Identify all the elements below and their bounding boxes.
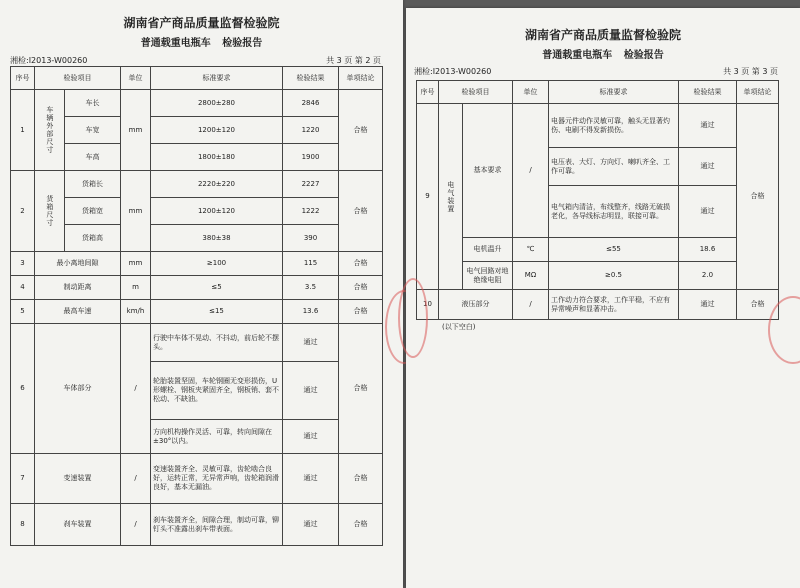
report-subtitle <box>0 34 403 49</box>
requirement-cell: ≥100 <box>151 252 283 276</box>
page-indicator: 共 3 页 第 2 页 <box>326 56 381 65</box>
table-row <box>417 104 779 148</box>
sub-item: 基本要求 <box>463 104 513 238</box>
table-row <box>11 144 383 171</box>
table-row <box>11 90 383 117</box>
row-number: 8 <box>11 504 35 546</box>
report-ref-number: 湘检:I2013-W00260 <box>10 56 88 65</box>
table-row <box>11 324 383 362</box>
requirement-cell: 1200±120 <box>151 117 283 144</box>
result-cell: 通过 <box>679 186 737 238</box>
group-label: 电气装置 <box>439 104 463 290</box>
blank-below-note: (以下空白) <box>442 323 476 331</box>
requirement-cell: 1200±120 <box>151 198 283 225</box>
unit-cell: / <box>121 324 151 454</box>
report-label: 检验报告 <box>623 50 664 61</box>
inspection-table <box>10 66 383 546</box>
result-cell: 通过 <box>283 324 339 362</box>
requirement-cell: 电器元件动作灵敏可靠，触头无显著灼伤、电刷不得发新损伤。 <box>549 104 679 148</box>
table-row <box>11 171 383 198</box>
unit-cell: km/h <box>121 300 151 324</box>
result-cell: 通过 <box>679 148 737 186</box>
table-row <box>417 238 779 262</box>
item-name: 车体部分 <box>35 324 121 454</box>
verdict-cell: 合格 <box>339 252 383 276</box>
row-number: 9 <box>417 104 439 290</box>
unit-cell: ℃ <box>513 238 549 262</box>
item-name: 变速装置 <box>35 454 121 504</box>
requirement-cell: ≤5 <box>151 276 283 300</box>
result-cell: 通过 <box>679 104 737 148</box>
unit-cell: mm <box>121 171 151 252</box>
row-number: 4 <box>11 276 35 300</box>
row-number: 3 <box>11 252 35 276</box>
result-cell: 通过 <box>283 362 339 420</box>
table-row <box>11 454 383 504</box>
product-name: 普通载重电瓶车 <box>140 38 211 49</box>
result-cell: 13.6 <box>283 300 339 324</box>
result-cell: 通过 <box>679 290 737 320</box>
sub-item: 电机温升 <box>463 238 513 262</box>
row-number: 10 <box>417 290 439 320</box>
result-cell: 390 <box>283 225 339 252</box>
table-row <box>417 290 779 320</box>
requirement-cell: 刹车装置齐全，间隙合理，制动可靠，铆钉头不准露出刹车带表面。 <box>151 504 283 546</box>
requirement-cell: 变速装置齐全、灵敏可靠，齿轮啮合良好，运转正常，无异常声响，齿轮箱润滑良好，基本无漏油。 <box>151 454 283 504</box>
result-cell: 1220 <box>283 117 339 144</box>
verdict-cell: 合格 <box>339 504 383 546</box>
result-cell: 通过 <box>283 454 339 504</box>
header-cell: 检验项目 <box>35 67 121 90</box>
inspection-table <box>416 80 779 320</box>
result-cell: 2846 <box>283 90 339 117</box>
unit-cell: / <box>513 290 549 320</box>
item-name: 制动距离 <box>35 276 121 300</box>
result-cell: 3.5 <box>283 276 339 300</box>
unit-cell: m <box>121 276 151 300</box>
table-row <box>11 225 383 252</box>
row-number: 6 <box>11 324 35 454</box>
unit-cell: mm <box>121 90 151 171</box>
sub-item: 电气回路对地绝缘电阻 <box>463 262 513 290</box>
unit-cell: / <box>121 454 151 504</box>
header-cell: 标准要求 <box>549 81 679 104</box>
item-name: 刹车装置 <box>35 504 121 546</box>
report-ref-number: 湘检:I2013-W00260 <box>414 67 492 76</box>
sub-item: 货箱高 <box>65 225 121 252</box>
verdict-cell: 合格 <box>737 290 779 320</box>
requirement-cell: 行驶中车体不晃动、不抖动，前后轮不摆头。 <box>151 324 283 362</box>
header-cell: 检验结果 <box>283 67 339 90</box>
sub-item: 货箱长 <box>65 171 121 198</box>
item-name: 最小离地间隙 <box>35 252 121 276</box>
official-seal-stamp-left <box>398 278 428 358</box>
header-cell: 序号 <box>11 67 35 90</box>
requirement-cell: 1800±180 <box>151 144 283 171</box>
sub-item: 车高 <box>65 144 121 171</box>
unit-cell: mm <box>121 252 151 276</box>
table-header-row <box>417 81 779 104</box>
result-cell: 2227 <box>283 171 339 198</box>
requirement-cell: 工作动力符合要求，工作平稳，不应有异常噪声和显著冲击。 <box>549 290 679 320</box>
requirement-cell: 2220±220 <box>151 171 283 198</box>
header-cell: 单位 <box>121 67 151 90</box>
item-name: 最高车速 <box>35 300 121 324</box>
requirement-cell: 380±38 <box>151 225 283 252</box>
table-header-row <box>11 67 383 90</box>
table-row <box>11 300 383 324</box>
requirement-cell: 方向机构操作灵活、可靠，转向间隙在±30°以内。 <box>151 420 283 454</box>
verdict-cell: 合格 <box>339 171 383 252</box>
institute-name: 湖南省产商品质量监督检验院 <box>524 28 681 42</box>
row-number: 7 <box>11 454 35 504</box>
table-row <box>417 262 779 290</box>
sub-item: 车长 <box>65 90 121 117</box>
verdict-cell: 合格 <box>339 454 383 504</box>
table-row <box>11 198 383 225</box>
report-subtitle <box>406 46 800 61</box>
result-cell: 18.6 <box>679 238 737 262</box>
group-label: 车辆外部尺寸 <box>35 90 65 171</box>
page-indicator: 共 3 页 第 3 页 <box>723 67 778 76</box>
result-cell: 通过 <box>283 504 339 546</box>
result-cell: 1900 <box>283 144 339 171</box>
header-cell: 单项结论 <box>737 81 779 104</box>
header-cell: 单位 <box>513 81 549 104</box>
verdict-cell: 合格 <box>339 300 383 324</box>
product-name: 普通载重电瓶车 <box>542 50 613 61</box>
table-row <box>11 504 383 546</box>
row-number: 5 <box>11 300 35 324</box>
sub-item: 货箱宽 <box>65 198 121 225</box>
row-number: 2 <box>11 171 35 252</box>
institute-name: 湖南省产商品质量监督检验院 <box>123 16 280 30</box>
result-cell: 通过 <box>283 420 339 454</box>
table-row <box>11 276 383 300</box>
header-cell: 检验结果 <box>679 81 737 104</box>
requirement-cell: 2800±280 <box>151 90 283 117</box>
result-cell: 1222 <box>283 198 339 225</box>
sub-item: 车宽 <box>65 117 121 144</box>
unit-cell: / <box>121 504 151 546</box>
requirement-cell: 轮胎装置坚固，车轮钢圈无变形损伤，U形螺栓、钢板夹紧固齐全，钢板销、套不松动、不缺油。 <box>151 362 283 420</box>
header-cell: 序号 <box>417 81 439 104</box>
verdict-cell: 合格 <box>339 324 383 454</box>
unit-cell: / <box>513 104 549 238</box>
report-page-3 <box>406 8 800 588</box>
verdict-cell: 合格 <box>339 276 383 300</box>
table-row <box>11 252 383 276</box>
report-label: 检验报告 <box>222 38 263 49</box>
result-cell: 2.0 <box>679 262 737 290</box>
requirement-cell: 电压表、大灯、方向灯、喇叭齐全、工作可靠。 <box>549 148 679 186</box>
item-name: 液压部分 <box>439 290 513 320</box>
row-number: 1 <box>11 90 35 171</box>
header-cell: 标准要求 <box>151 67 283 90</box>
header-cell: 单项结论 <box>339 67 383 90</box>
verdict-cell: 合格 <box>737 104 779 290</box>
verdict-cell: 合格 <box>339 90 383 171</box>
group-label: 货箱尺寸 <box>35 171 65 252</box>
result-cell: 115 <box>283 252 339 276</box>
requirement-cell: ≥0.5 <box>549 262 679 290</box>
header-cell: 检验项目 <box>439 81 513 104</box>
requirement-cell: ≤15 <box>151 300 283 324</box>
requirement-cell: ≤55 <box>549 238 679 262</box>
table-row <box>11 117 383 144</box>
requirement-cell: 电气箱内清洁，布线整齐，线路无破损老化，各导线标志明显，联接可靠。 <box>549 186 679 238</box>
unit-cell: MΩ <box>513 262 549 290</box>
